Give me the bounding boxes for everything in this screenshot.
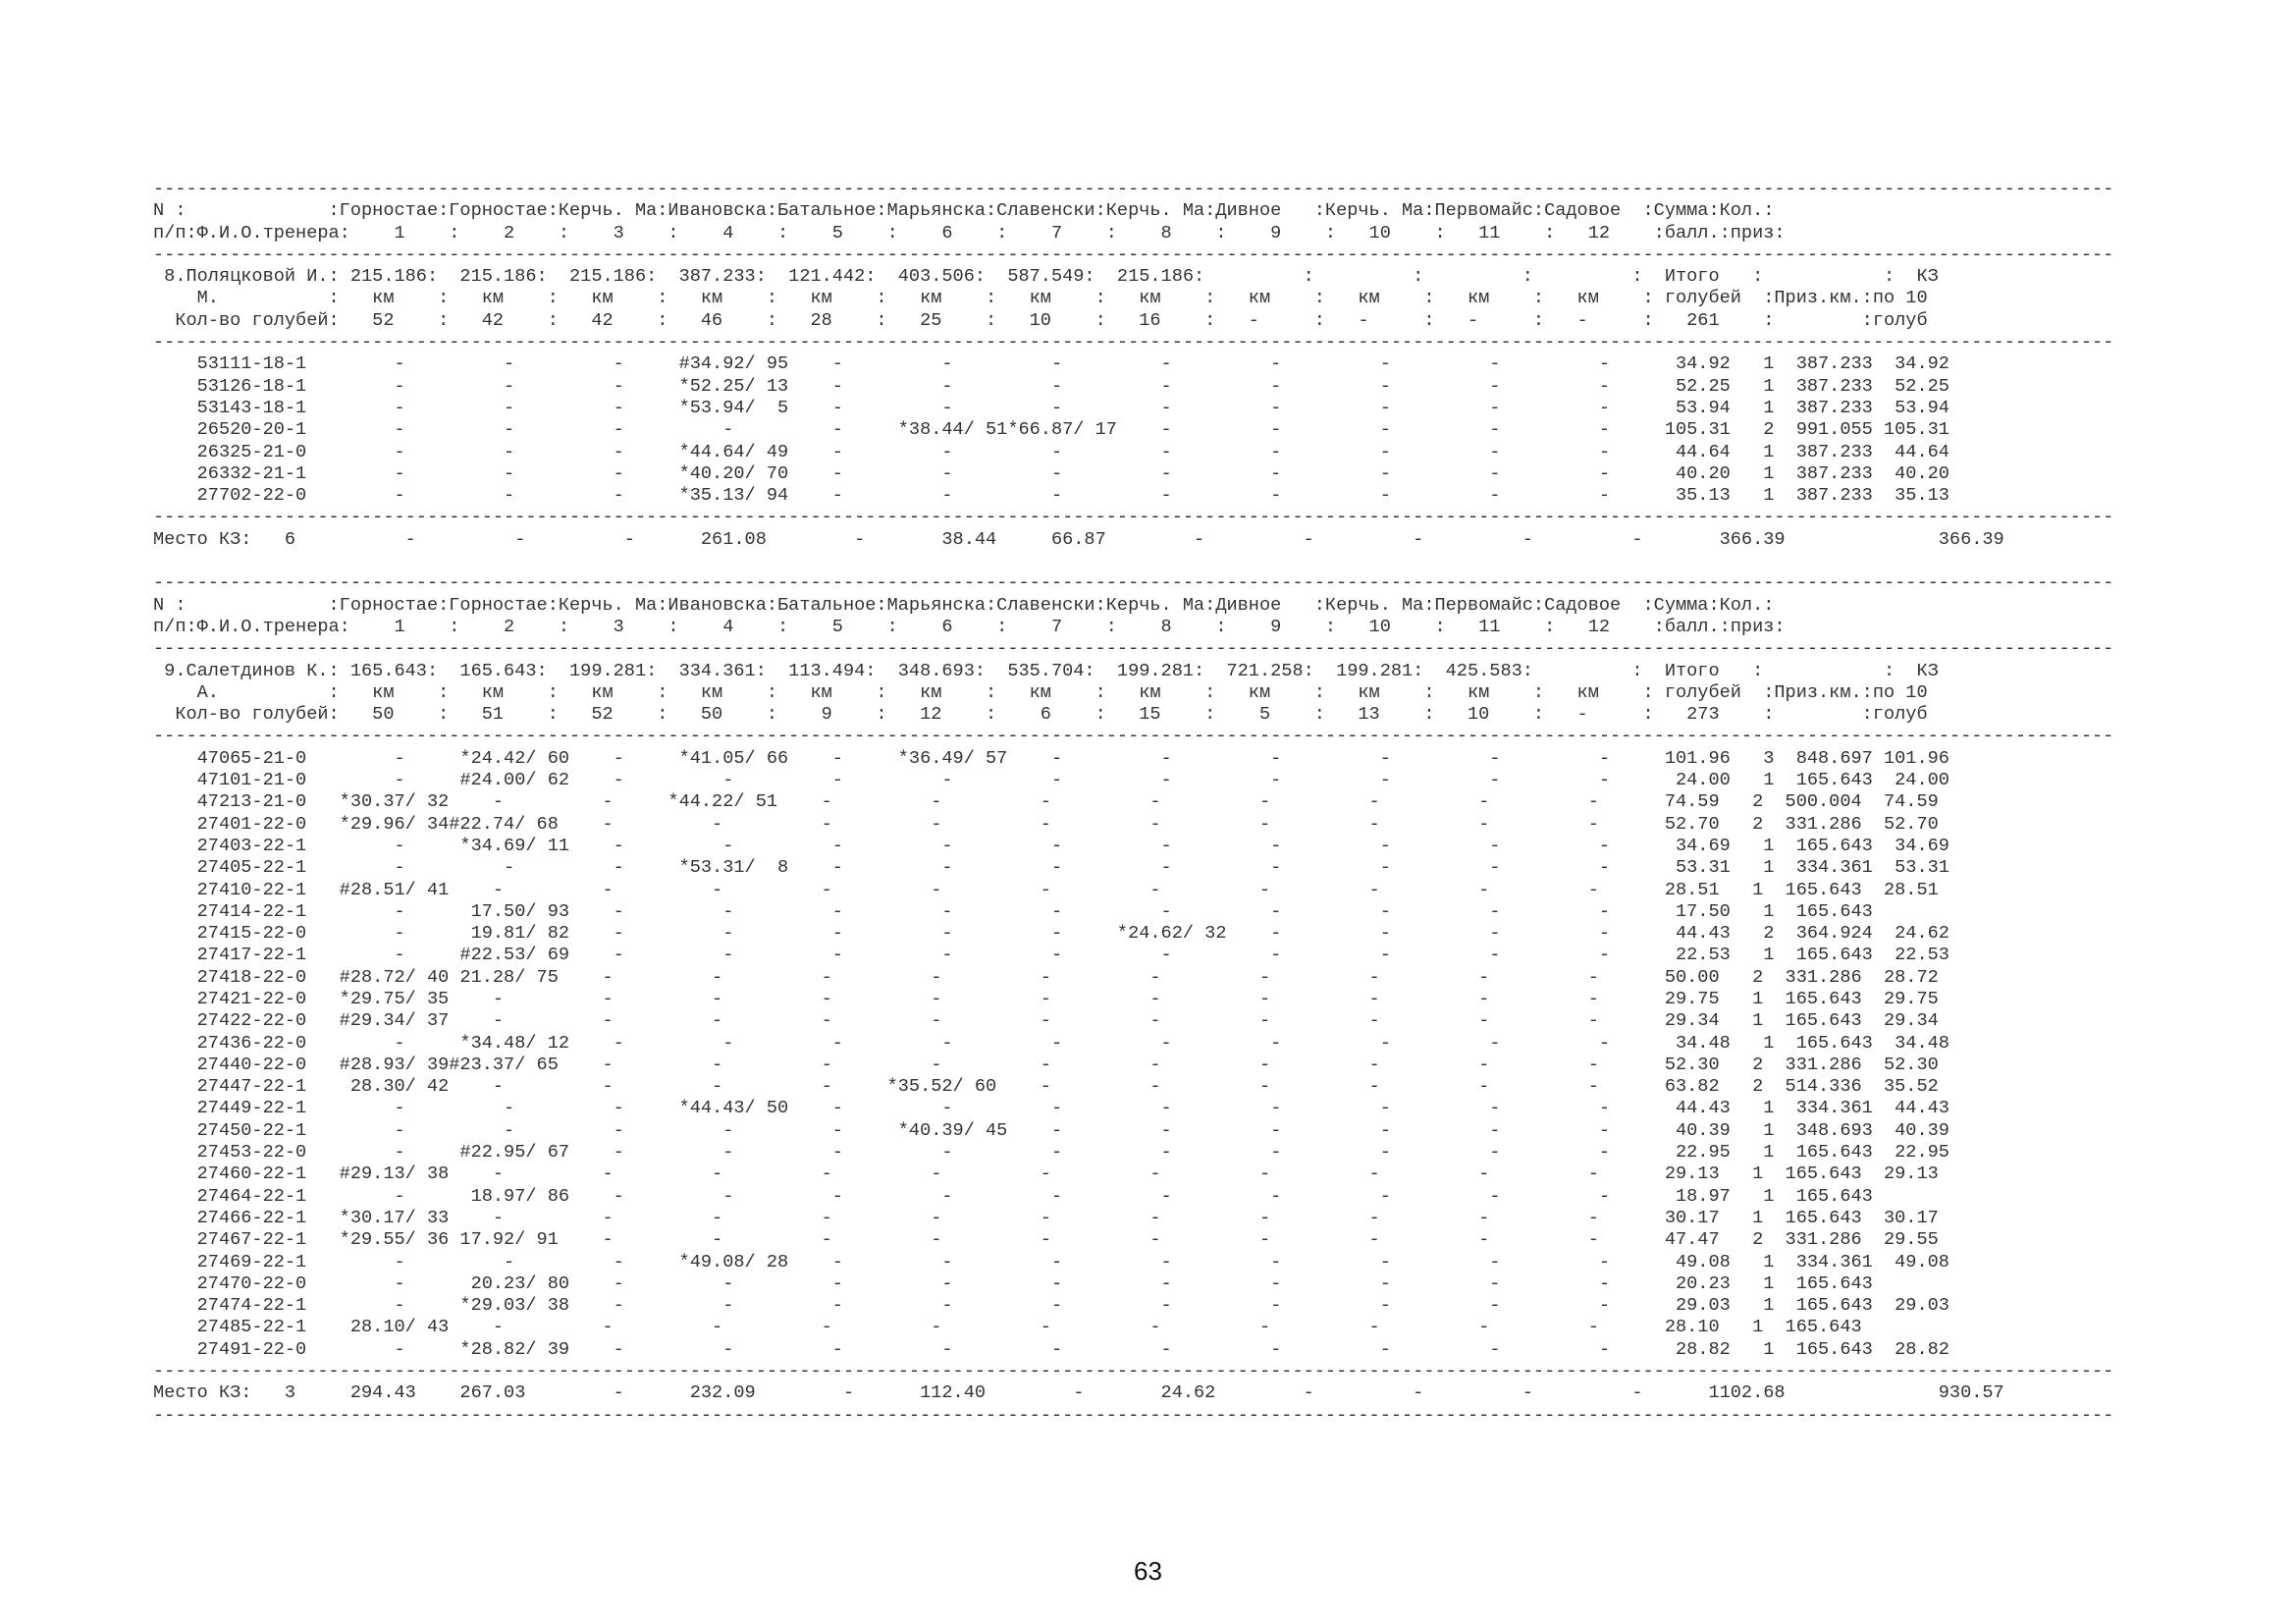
report-line: ----------------------------------------------------------------------------------------------------------------------------------------------------------------------------------- <box>153 507 2114 528</box>
report-line: 26520-20-1 - - - - - *38.44/ 51*66.87/ 17 - - - - - 105.31 2 991.055 105.31 <box>153 419 1949 441</box>
report-line: 27453-22-0 - #22.95/ 67 - - - - - - - - - - 22.95 1 165.643 22.95 <box>153 1142 1949 1164</box>
report-line: N : :Горностае:Горностае:Керчь. Ма:Ивановска:Батальное:Марьянска:Славенски:Керчь. Ма:Дивное :Керчь. Ма:Первомайс:Садовое :Сумма:Кол.: <box>153 200 1775 222</box>
report-line: N : :Горностае:Горностае:Керчь. Ма:Ивановска:Батальное:Марьянска:Славенски:Керчь. Ма:Дивное :Керчь. Ма:Первомайс:Садовое :Сумма:Кол.: <box>153 594 1775 616</box>
report-line: ----------------------------------------------------------------------------------------------------------------------------------------------------------------------------------- <box>153 244 2114 265</box>
report-line: М. : км : км : км : км : км : км : км : км : км : км : км : км : голубей :Приз.км.:по 10 <box>153 288 1928 309</box>
page-number: 63 <box>1134 1556 1162 1586</box>
report-line: Кол-во голубей: 52 : 42 : 42 : 46 : 28 : 25 : 10 : 16 : - : - : - : - : 261 : :голуб <box>153 309 1928 331</box>
report-line: 27410-22-1 #28.51/ 41 - - - - - - - - - - - 28.51 1 165.643 28.51 <box>153 879 1939 900</box>
report-line: 27449-22-1 - - - *44.43/ 50 - - - - - - - - 44.43 1 334.361 44.43 <box>153 1098 1949 1119</box>
report-line: 27450-22-1 - - - - - *40.39/ 45 - - - - - - 40.39 1 348.693 40.39 <box>153 1119 1949 1141</box>
report-line: ----------------------------------------------------------------------------------------------------------------------------------------------------------------------------------- <box>153 726 2114 747</box>
report-line: 53143-18-1 - - - *53.94/ 5 - - - - - - - - 53.94 1 387.233 53.94 <box>153 397 1949 418</box>
report-line: ----------------------------------------------------------------------------------------------------------------------------------------------------------------------------------- <box>153 1361 2114 1382</box>
report-line: 27485-22-1 28.10/ 43 - - - - - - - - - - - 28.10 1 165.643 <box>153 1317 1862 1338</box>
report-line: 27422-22-0 #29.34/ 37 - - - - - - - - - - - 29.34 1 165.643 29.34 <box>153 1010 1939 1032</box>
report-line: 27415-22-0 - 19.81/ 82 - - - - - *24.62/ 32 - - - - 44.43 2 364.924 24.62 <box>153 923 1949 945</box>
results-report <box>153 179 2113 1427</box>
report-line: п/п:Ф.И.О.тренера: 1 : 2 : 3 : 4 : 5 : 6 : 7 : 8 : 9 : 10 : 11 : 12 :балл.:приз: <box>153 616 1786 637</box>
report-line: 27405-22-1 - - - *53.31/ 8 - - - - - - - - 53.31 1 334.361 53.31 <box>153 857 1949 879</box>
report-line: 27474-22-1 - *29.03/ 38 - - - - - - - - - - 29.03 1 165.643 29.03 <box>153 1295 1949 1317</box>
report-line: Кол-во голубей: 50 : 51 : 52 : 50 : 9 : 12 : 6 : 15 : 5 : 13 : 10 : - : 273 : :голуб <box>153 704 1928 726</box>
report-line: А. : км : км : км : км : км : км : км : км : км : км : км : км : голубей :Приз.км.:по 10 <box>153 681 1928 703</box>
report-line: ----------------------------------------------------------------------------------------------------------------------------------------------------------------------------------- <box>153 1404 2114 1426</box>
report-line: п/п:Ф.И.О.тренера: 1 : 2 : 3 : 4 : 5 : 6 : 7 : 8 : 9 : 10 : 11 : 12 :балл.:приз: <box>153 222 1786 244</box>
report-line: 27466-22-1 *30.17/ 33 - - - - - - - - - - - 30.17 1 165.643 30.17 <box>153 1207 1939 1228</box>
report-line: Место КЗ: 6 - - - 261.08 - 38.44 66.87 - - - - - 366.39 366.39 <box>153 528 2004 550</box>
report-line: 53126-18-1 - - - *52.25/ 13 - - - - - - - - 52.25 1 387.233 52.25 <box>153 375 1949 397</box>
report-line: ----------------------------------------------------------------------------------------------------------------------------------------------------------------------------------- <box>153 638 2114 660</box>
report-line: 27469-22-1 - - - *49.08/ 28 - - - - - - - - 49.08 1 334.361 49.08 <box>153 1251 1949 1272</box>
report-line: 27414-22-1 - 17.50/ 93 - - - - - - - - - - 17.50 1 165.643 <box>153 900 1873 922</box>
report-line: 27436-22-0 - *34.48/ 12 - - - - - - - - - - 34.48 1 165.643 34.48 <box>153 1032 1949 1054</box>
report-line: 9.Салетдинов К.: 165.643: 165.643: 199.281: 334.361: 113.494: 348.693: 535.704: 199.281: 721.258: 199.281: 425.583: : Итого : : КЗ <box>153 660 1939 681</box>
report-line: 27460-22-1 #29.13/ 38 - - - - - - - - - - - 29.13 1 165.643 29.13 <box>153 1164 1939 1185</box>
report-line: 27702-22-0 - - - *35.13/ 94 - - - - - - - - 35.13 1 387.233 35.13 <box>153 485 1949 507</box>
report-line: 27440-22-0 #28.93/ 39#23.37/ 65 - - - - - - - - - - 52.30 2 331.286 52.30 <box>153 1054 1939 1075</box>
report-line: 27401-22-0 *29.96/ 34#22.74/ 68 - - - - - - - - - - 52.70 2 331.286 52.70 <box>153 813 1939 835</box>
report-line: ----------------------------------------------------------------------------------------------------------------------------------------------------------------------------------- <box>153 572 2114 594</box>
report-line: ----------------------------------------------------------------------------------------------------------------------------------------------------------------------------------- <box>153 332 2114 353</box>
report-line: 27467-22-1 *29.55/ 36 17.92/ 91 - - - - - - - - - - 47.47 2 331.286 29.55 <box>153 1229 1939 1251</box>
report-line: Место КЗ: 3 294.43 267.03 - 232.09 - 112.40 - 24.62 - - - - 1102.68 930.57 <box>153 1382 2004 1404</box>
report-line: 47213-21-0 *30.37/ 32 - - *44.22/ 51 - - - - - - - - 74.59 2 500.004 74.59 <box>153 791 1939 813</box>
report-line: 47101-21-0 - #24.00/ 62 - - - - - - - - - - 24.00 1 165.643 24.00 <box>153 770 1949 791</box>
report-line: ----------------------------------------------------------------------------------------------------------------------------------------------------------------------------------- <box>153 179 2114 199</box>
report-line: 27417-22-1 - #22.53/ 69 - - - - - - - - - - 22.53 1 165.643 22.53 <box>153 945 1949 966</box>
report-line <box>153 551 2113 572</box>
report-line: 53111-18-1 - - - #34.92/ 95 - - - - - - - - 34.92 1 387.233 34.92 <box>153 353 1949 375</box>
report-line: 27418-22-0 #28.72/ 40 21.28/ 75 - - - - - - - - - - 50.00 2 331.286 28.72 <box>153 966 1939 988</box>
report-line: 27470-22-0 - 20.23/ 80 - - - - - - - - - - 20.23 1 165.643 <box>153 1272 1873 1294</box>
report-line: 8.Поляцковой И.: 215.186: 215.186: 215.186: 387.233: 121.442: 403.506: 587.549: 215.186: : : : : Итого : : КЗ <box>153 266 1939 288</box>
report-line: 27447-22-1 28.30/ 42 - - - - *35.52/ 60 - - - - - - 63.82 2 514.336 35.52 <box>153 1076 1939 1098</box>
report-line: 27464-22-1 - 18.97/ 86 - - - - - - - - - - 18.97 1 165.643 <box>153 1185 1873 1207</box>
report-line: 27403-22-1 - *34.69/ 11 - - - - - - - - - - 34.69 1 165.643 34.69 <box>153 835 1949 856</box>
report-line: 26325-21-0 - - - *44.64/ 49 - - - - - - - - 44.64 1 387.233 44.64 <box>153 441 1949 462</box>
report-line: 47065-21-0 - *24.42/ 60 - *41.05/ 66 - *36.49/ 57 - - - - - - 101.96 3 848.697 101.96 <box>153 747 1949 769</box>
report-line: 27421-22-0 *29.75/ 35 - - - - - - - - - - - 29.75 1 165.643 29.75 <box>153 988 1939 1009</box>
report-line: 27491-22-0 - *28.82/ 39 - - - - - - - - - - 28.82 1 165.643 28.82 <box>153 1338 1949 1360</box>
report-line: 26332-21-1 - - - *40.20/ 70 - - - - - - - - 40.20 1 387.233 40.20 <box>153 462 1949 484</box>
